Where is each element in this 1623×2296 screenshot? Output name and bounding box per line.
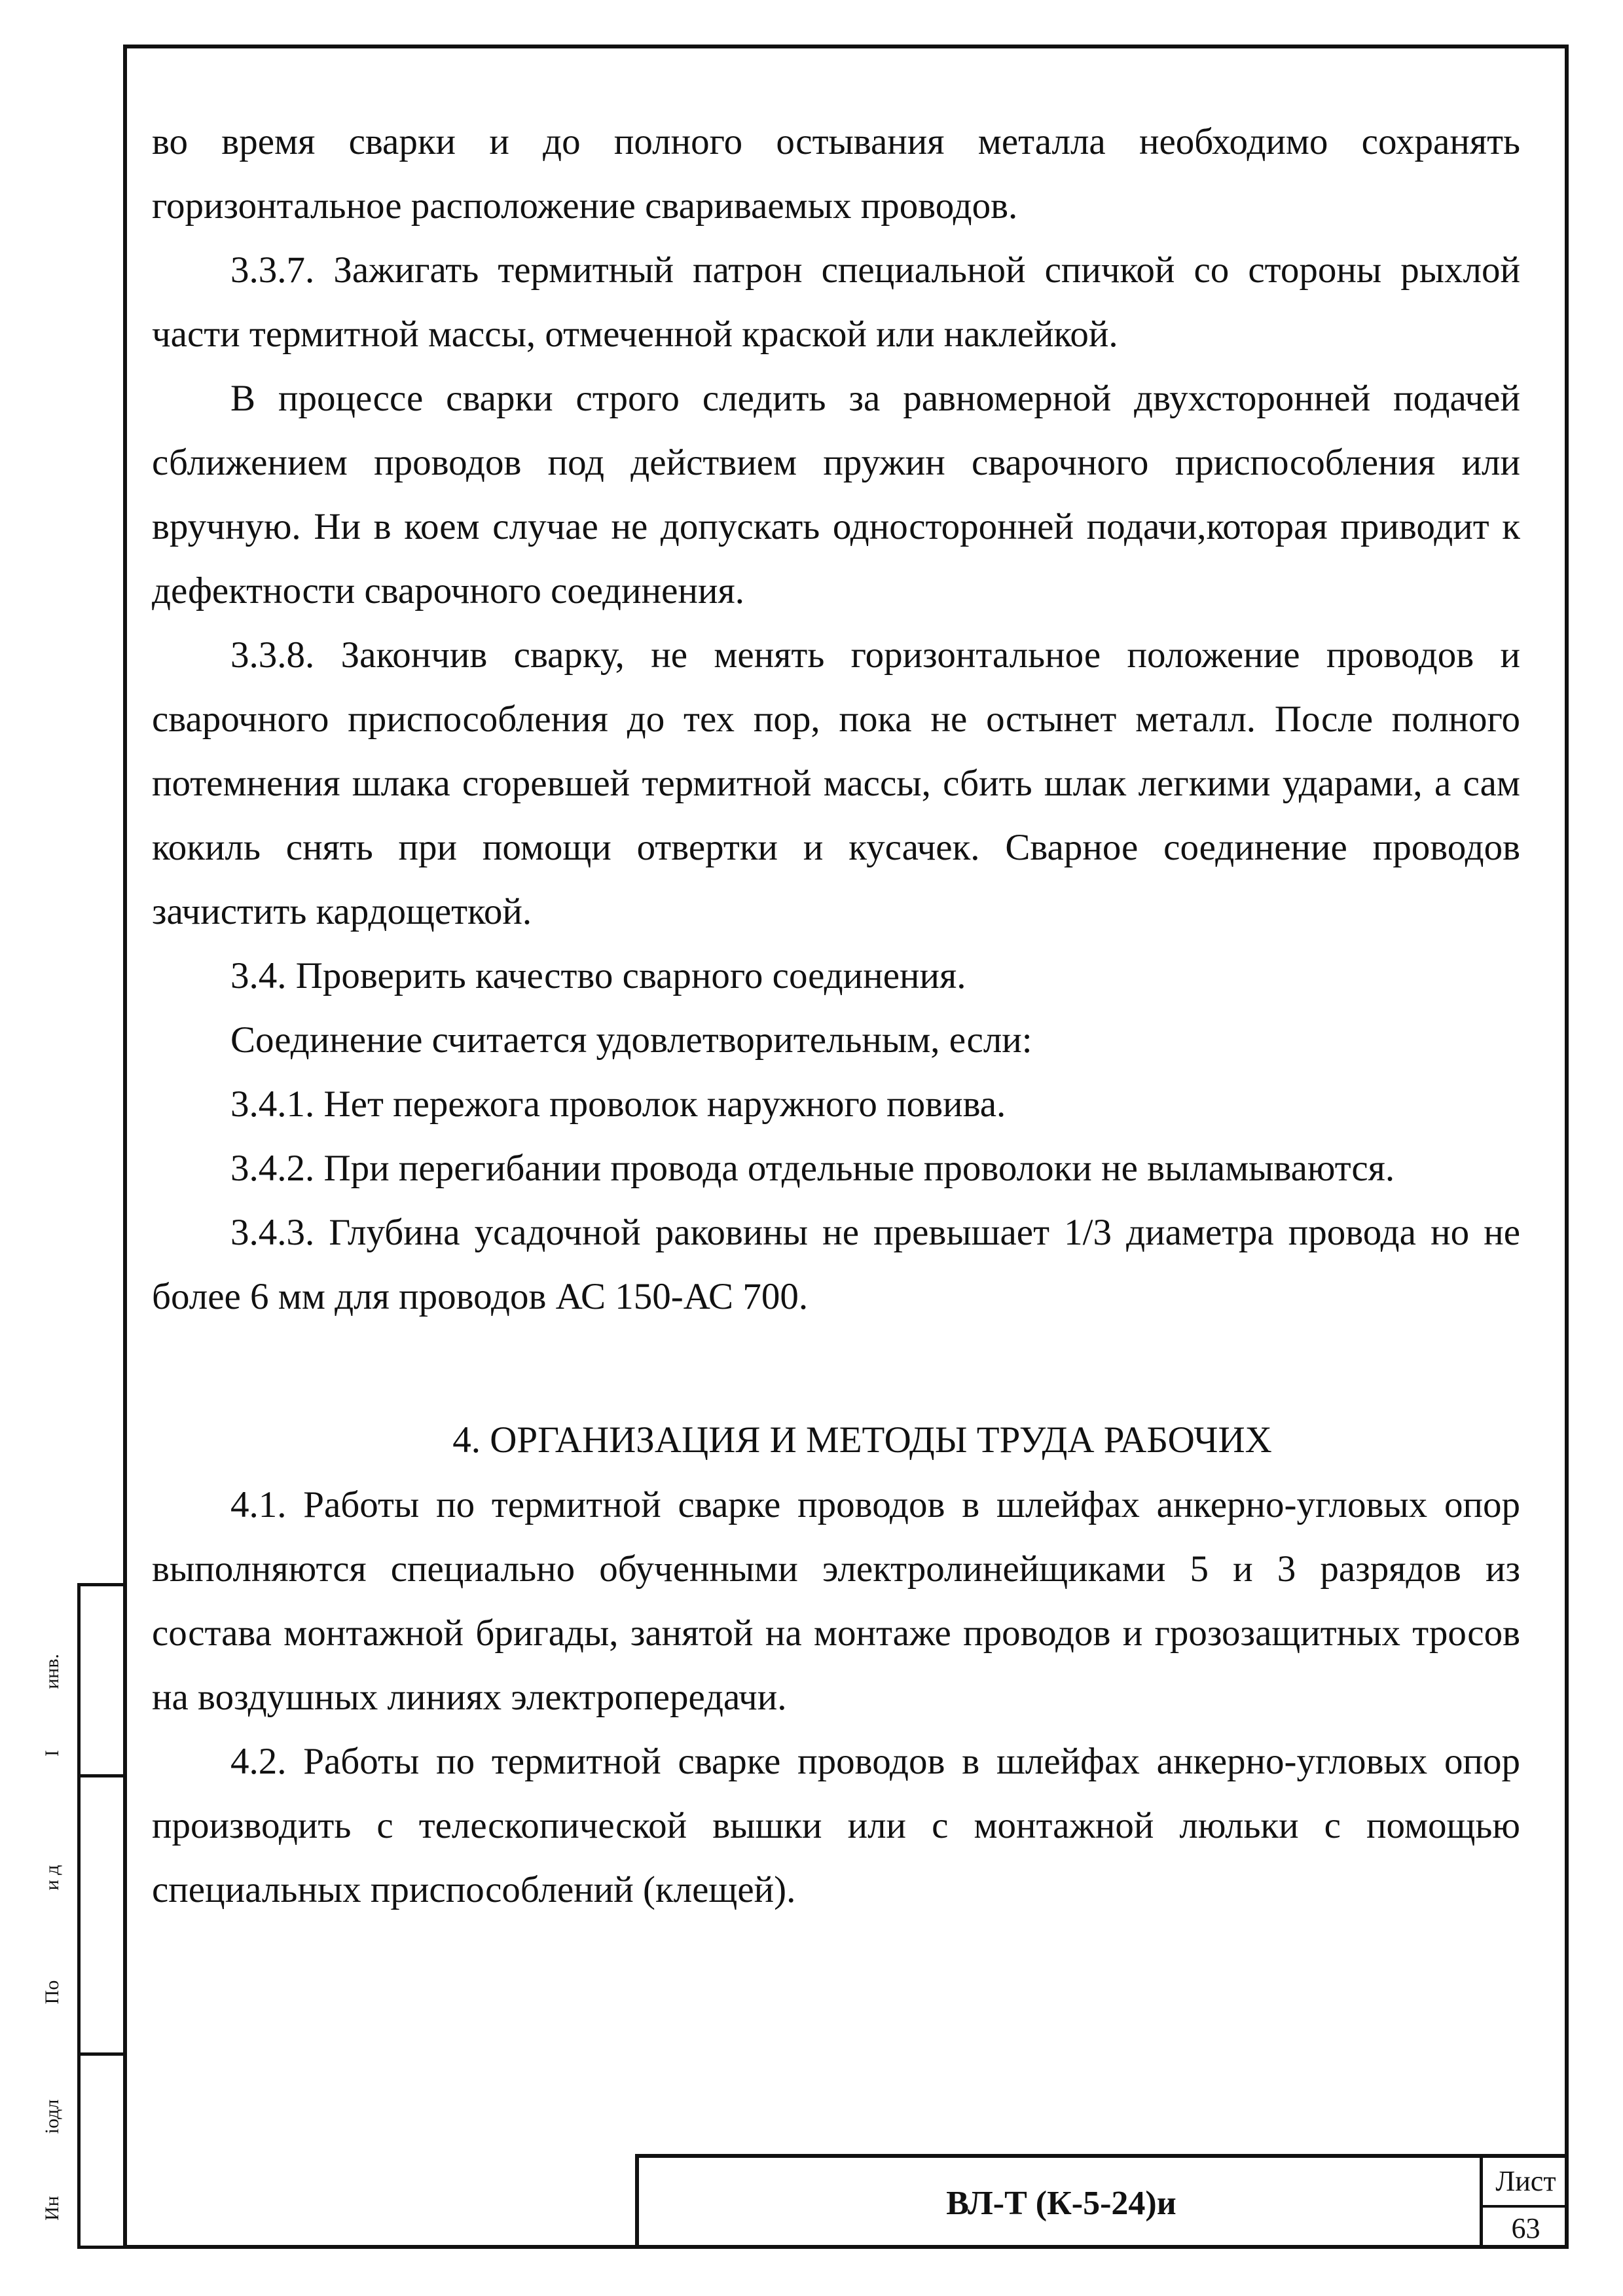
- paragraph: 3.4.3. Глубина усадочной раковины не превышает 1/3 диаметра провода но не более 6 мм для проводов АС 150-АС 700.: [152, 1212, 1520, 1317]
- stamp-divider: [77, 2246, 127, 2249]
- section-heading: 4. ОРГАНИЗАЦИЯ И МЕТОДЫ ТРУДА РАБОЧИХ: [452, 1419, 1272, 1461]
- paragraph: 4.2. Работы по термитной сварке проводов в шлейфах анкерно-угловых опор производить с телескопической вышки или с монтажной люльки с помощью специальных приспособлений (клещей).: [152, 1741, 1520, 1910]
- stamp-divider: [77, 1774, 127, 1777]
- paragraph: 3.3.7. Зажигать термитный патрон специальной спичкой со стороны рыхлой части термитной массы, отмеченной краской или наклейкой.: [152, 249, 1520, 355]
- stamp-label: инв.: [41, 1654, 63, 1689]
- title-block: [635, 2154, 1569, 2249]
- stamp-divider: [77, 1583, 127, 1586]
- stamp-label: По: [41, 1980, 63, 2005]
- paragraph: 3.3.8. Закончив сварку, не менять горизонтальное положение проводов и сварочного приспособления до тех пор, пока не остынет металл. После полного потемнения шлака сгоревшей термитной массы, сбить шлак легкими ударами, а сам кокиль снять при помощи отвертки и кусачек. Сварное соединение проводов зачистить кардощеткой.: [152, 634, 1520, 932]
- stamp-side-column: [33, 1583, 127, 2249]
- paragraph: 3.4.2. При перегибании провода отдельные проволоки не выламываются.: [230, 1148, 1395, 1189]
- stamp-label: и д: [41, 1865, 63, 1891]
- paragraph: 4.1. Работы по термитной сварке проводов в шлейфах анкерно-угловых опор выполняются специально обученными электролинейщиками 5 и 3 разрядов из состава монтажной бригады, занятой на монтаже проводов и грозозащитных тросов на воздушных линиях электропередачи.: [152, 1484, 1520, 1718]
- stamp-label: Ин: [41, 2196, 63, 2221]
- stamp-label: I: [41, 1750, 63, 1757]
- paragraph: во время сварки и до полного остывания металла необходимо сохранять горизонтальное расположение свариваемых проводов.: [152, 121, 1520, 227]
- sheet-label: Лист: [1483, 2158, 1569, 2208]
- sheet-number: 63: [1511, 2212, 1541, 2244]
- document-body: [152, 110, 1520, 1922]
- stamp-divider: [77, 2052, 127, 2056]
- stamp-vertical-line: [77, 1583, 81, 2249]
- document-code: ВЛ-Т (К-5-24)и: [946, 2185, 1176, 2222]
- paragraph: 3.4. Проверить качество сварного соединения.: [230, 955, 966, 996]
- sheet-cell: [1480, 2158, 1569, 2249]
- paragraph: 3.4.1. Нет пережога проволок наружного повива.: [230, 1084, 1006, 1125]
- paragraph: В процессе сварки строго следить за равномерной двухсторонней подачей сближением проводов под действием пружин сварочного приспособления или вручную. Ни в коем случае не допускать односторонней подачи,которая приводит к дефектности сварочного соединения.: [152, 378, 1520, 611]
- paragraph: Соединение считается удовлетворительным, если:: [230, 1019, 1032, 1061]
- stamp-label: іодл: [41, 2099, 63, 2134]
